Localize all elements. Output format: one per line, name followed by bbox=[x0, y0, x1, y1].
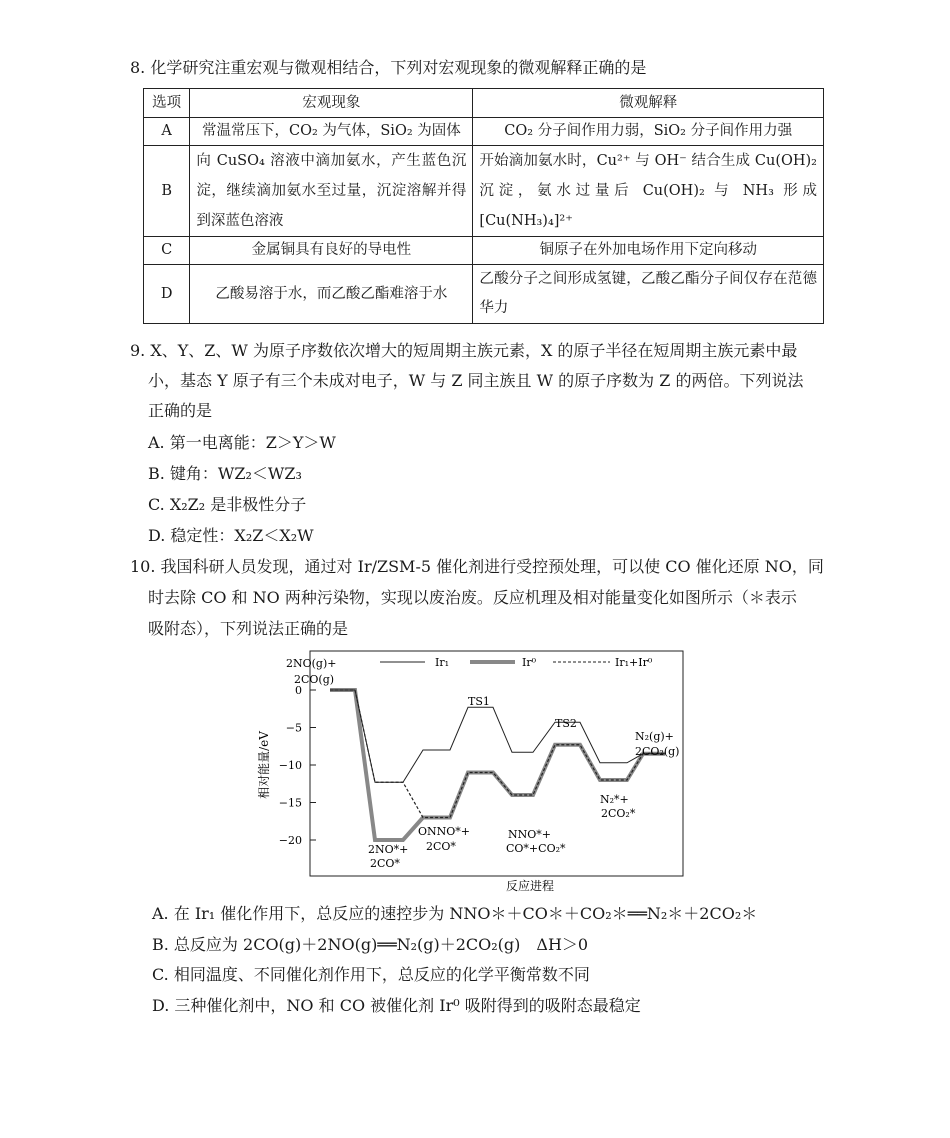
q8-stem: 8. 化学研究注重宏观与微观相结合，下列对宏观现象的微观解释正确的是 bbox=[130, 58, 647, 77]
table-row bbox=[144, 146, 824, 237]
row-macro: 常温常压下，CO₂ 为气体，SiO₂ 为固体 bbox=[190, 118, 473, 146]
annotation-label: NNO*+ bbox=[508, 828, 551, 841]
annotation-label: TS2 bbox=[555, 717, 577, 730]
annotation-label-2: 2CO₂(g) bbox=[635, 745, 680, 758]
row-option: B bbox=[144, 146, 190, 237]
row-macro: 金属铜具有良好的导电性 bbox=[190, 237, 473, 265]
x-axis-label: 反应进程 bbox=[505, 879, 555, 893]
row-option: A bbox=[144, 118, 190, 146]
y-tick-label: 0 bbox=[295, 684, 302, 697]
annotation-label-2: 2CO* bbox=[426, 840, 456, 853]
q9-option-b: B. 键角：WZ₂＜WZ₃ bbox=[148, 464, 302, 483]
energy-diagram bbox=[250, 645, 690, 895]
q10-option-d: D. 三种催化剂中，NO 和 CO 被催化剂 Ir⁰ 吸附得到的吸附态最稳定 bbox=[152, 996, 641, 1015]
annotation-label-2: 2CO* bbox=[370, 857, 400, 870]
q10-stem-line-3: 吸附态），下列说法正确的是 bbox=[148, 619, 349, 638]
series-line-Ir₁ bbox=[330, 690, 665, 782]
y-tick-label: −15 bbox=[278, 796, 302, 810]
annotation-label: N₂*+ bbox=[600, 793, 629, 806]
row-macro: 乙酸易溶于水，而乙酸乙酯难溶于水 bbox=[190, 265, 473, 324]
q10-stem-line-2: 时去除 CO 和 NO 两种污染物，实现以废治废。反应机理及相对能量变化如图所示（＊表示 bbox=[148, 588, 797, 607]
legend-label-ir0: Ir⁰ bbox=[522, 656, 537, 669]
annotation-label: 2NO(g)+ bbox=[286, 657, 337, 670]
y-tick-label: −20 bbox=[278, 834, 302, 847]
table-header-row bbox=[144, 89, 824, 118]
q10-option-a: A. 在 Ir₁ 催化作用下，总反应的速控步为 NNO＊＋CO＊＋CO₂＊══N₂＊＋2CO₂＊ bbox=[152, 904, 758, 923]
q9-stem-line-2: 小，基态 Y 原子有三个未成对电子，W 与 Z 同主族且 W 的原子序数为 Z 的两倍。下列说法 bbox=[148, 371, 804, 390]
table-row bbox=[144, 118, 824, 146]
q10-stem-line-1: 10. 我国科研人员发现，通过对 Ir/ZSM-5 催化剂进行受控预处理，可以使 CO 催化还原 NO，同 bbox=[130, 557, 824, 576]
row-micro: 乙酸分子之间形成氢键，乙酸乙酯分子间仅存在范德华力 bbox=[473, 265, 824, 324]
y-tick-label: −5 bbox=[285, 721, 302, 735]
q9-option-c: C. X₂Z₂ 是非极性分子 bbox=[148, 495, 307, 514]
legend-label-ir1: Ir₁ bbox=[435, 656, 450, 669]
header-macro: 宏观现象 bbox=[190, 89, 473, 118]
q9-stem-line-1: 9. X、Y、Z、W 为原子序数依次增大的短周期主族元素，X 的原子半径在短周期主族元素中最 bbox=[130, 341, 798, 360]
table-row bbox=[144, 237, 824, 265]
annotation-label-2: 2CO₂* bbox=[601, 807, 636, 820]
annotation-label: ONNO*+ bbox=[418, 825, 471, 838]
row-micro: CO₂ 分子间作用力弱，SiO₂ 分子间作用力强 bbox=[473, 118, 824, 146]
q10-option-c: C. 相同温度、不同催化剂作用下，总反应的化学平衡常数不同 bbox=[152, 965, 590, 984]
annotation-label-2: CO*+CO₂* bbox=[506, 842, 566, 855]
header-micro: 微观解释 bbox=[473, 89, 824, 118]
annotation-label-2: 2CO(g) bbox=[294, 673, 335, 686]
annotation-label: N₂(g)+ bbox=[635, 730, 674, 743]
row-micro: 开始滴加氨水时，Cu²⁺ 与 OH⁻ 结合生成 Cu(OH)₂ 沉淀，氨水过量后 Cu(OH)₂ 与 NH₃ 形成 [Cu(NH₃)₄]²⁺ bbox=[473, 146, 824, 237]
header-option: 选项 bbox=[144, 89, 190, 118]
q10-option-b: B. 总反应为 2CO(g)＋2NO(g)══N₂(g)＋2CO₂(g) ΔH＞0 bbox=[152, 935, 589, 954]
table-row bbox=[144, 265, 824, 324]
q8-table bbox=[143, 88, 824, 324]
q9-option-d: D. 稳定性：X₂Z＜X₂W bbox=[148, 526, 314, 545]
q9-stem-line-3: 正确的是 bbox=[148, 401, 213, 420]
y-tick-label: −10 bbox=[278, 759, 302, 772]
legend-label-ir1-ir0: Ir₁+Ir⁰ bbox=[615, 656, 653, 669]
annotation-label: TS1 bbox=[468, 695, 490, 708]
q9-option-a: A. 第一电离能：Z＞Y＞W bbox=[148, 433, 336, 452]
y-axis-label: 相对能量/eV bbox=[257, 731, 271, 799]
row-macro: 向 CuSO₄ 溶液中滴加氨水，产生蓝色沉淀，继续滴加氨水至过量，沉淀溶解并得到深蓝色溶液 bbox=[190, 146, 473, 237]
annotation-label: 2NO*+ bbox=[368, 843, 409, 856]
row-micro: 铜原子在外加电场作用下定向移动 bbox=[473, 237, 824, 265]
row-option: D bbox=[144, 265, 190, 324]
row-option: C bbox=[144, 237, 190, 265]
